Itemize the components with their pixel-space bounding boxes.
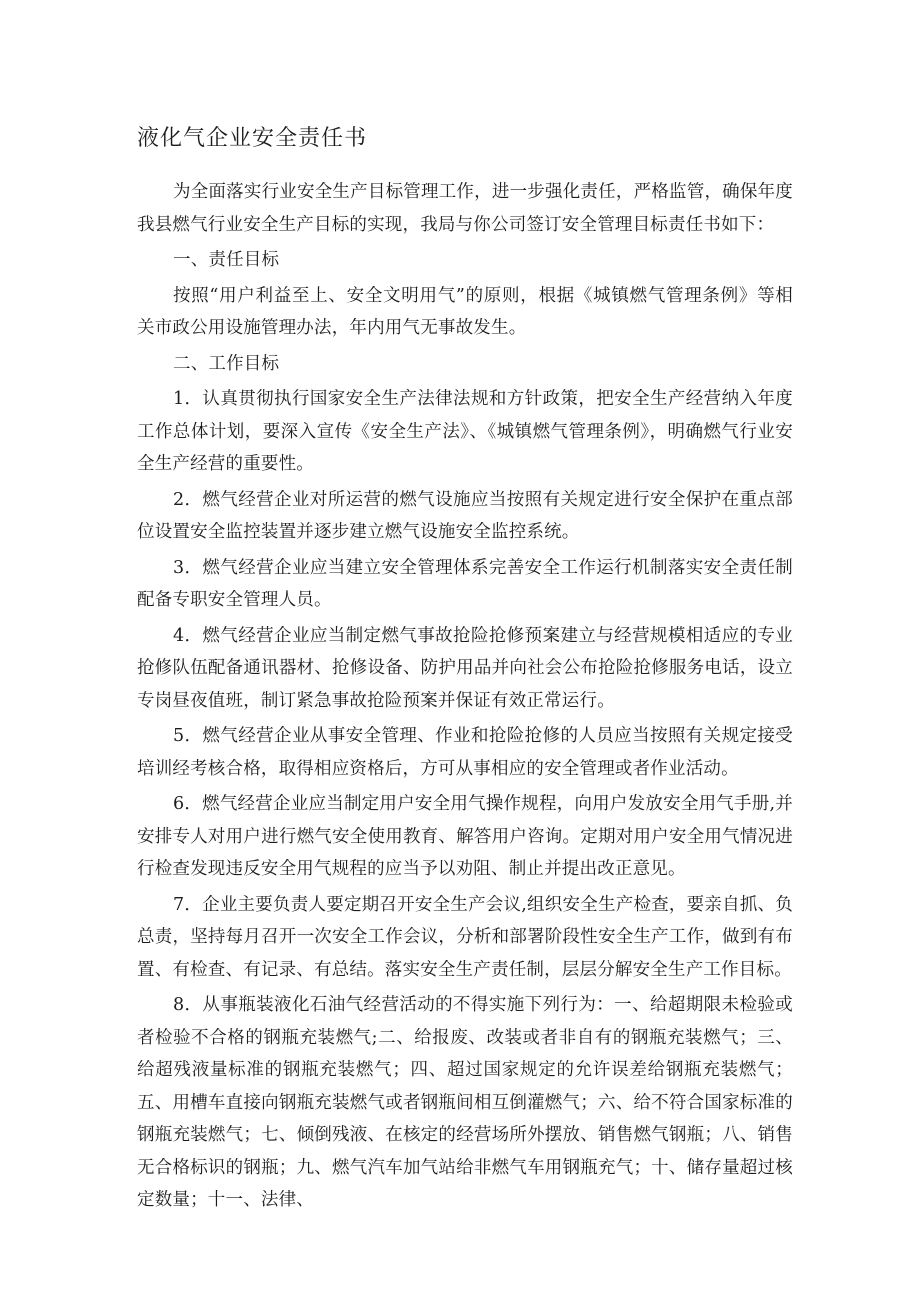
work-item-7: 7．企业主要负责人要定期召开安全生产会议,组织安全生产检查，要亲自抓、负总责，坚持每月召开一次安全工作会议，分析和部署阶段性安全生产工作，做到有布置、有检查、有记录、有总结。落实安全生产责任制，层层分解安全生产工作目标。 [137,894,793,980]
heading-responsibility-goal: 一、责任目标 [173,250,280,270]
paragraph-intro: 为全面落实行业安全生产目标管理工作，进一步强化责任，严格监管，确保年度我县燃气行业安全生产目标的实现，我局与你公司签订安全管理目标责任书如下： [137,182,793,235]
work-item-3: 3．燃气经营企业应当建立安全管理体系完善安全工作运行机制落实安全责任制配备专职安全管理人员。 [137,557,793,610]
document-title: 液化气企业安全责任书 [137,126,368,151]
work-item-8: 8．从事瓶装液化石油气经营活动的不得实施下列行为：一、给超期限未检验或者检验不合格的钢瓶充装燃气;二、给报废、改装或者非自有的钢瓶充装燃气；三、给超残液量标准的钢瓶充装燃气；四、超过国家规定的允许误差给钢瓶充装燃气；五、用槽车直接向钢瓶充装燃气或者钢瓶间相互倒灌燃气；六、给不符合国家标准的钢瓶充装燃气；七、倾倒残液、在核定的经营场所外摆放、销售燃气钢瓶；八、销售无合格标识的钢瓶；九、燃气汽车加气站给非燃气车用钢瓶充气；十、储存量超过核定数量；十一、法律、 [137,995,793,1210]
paragraph-responsibility-goal: 按照“用户利益至上、安全文明用气”的原则，根据《城镇燃气管理条例》等相关市政公用设施管理办法，年内用气无事故发生。 [137,285,793,338]
work-item-5: 5．燃气经营企业从事安全管理、作业和抢险抢修的人员应当按照有关规定接受培训经考核合格，取得相应资格后，方可从事相应的安全管理或者作业活动。 [137,726,793,779]
document-body [137,176,793,1217]
work-item-2: 2．燃气经营企业对所运营的燃气设施应当按照有关规定进行安全保护在重点部位设置安全监控装置并逐步建立燃气设施安全监控系统。 [137,489,793,542]
work-item-1: 1．认真贯彻执行国家安全生产法律法规和方针政策，把安全生产经营纳入年度工作总体计划，要深入宣传《安全生产法》、《城镇燃气管理条例》，明确燃气行业安全生产经营的重要性。 [137,389,793,474]
heading-work-goal: 二、工作目标 [173,353,280,374]
work-item-6: 6．燃气经营企业应当制定用户安全用气操作规程，向用户发放安全用气手册,并安排专人对用户进行燃气安全使用教育、解答用户咨询。定期对用户安全用气情况进行检查发现违反安全用气规程的应当予以劝阻、制止并提出改正意见。 [137,794,793,879]
work-item-4: 4．燃气经营企业应当制定燃气事故抢险抢修预案建立与经营规模相适应的专业抢修队伍配备通讯器材、抢修设备、防护用品并向社会公布抢险抢修服务电话，设立专岗昼夜值班，制订紧急事故抢险预案并保证有效正常运行。 [137,625,793,711]
